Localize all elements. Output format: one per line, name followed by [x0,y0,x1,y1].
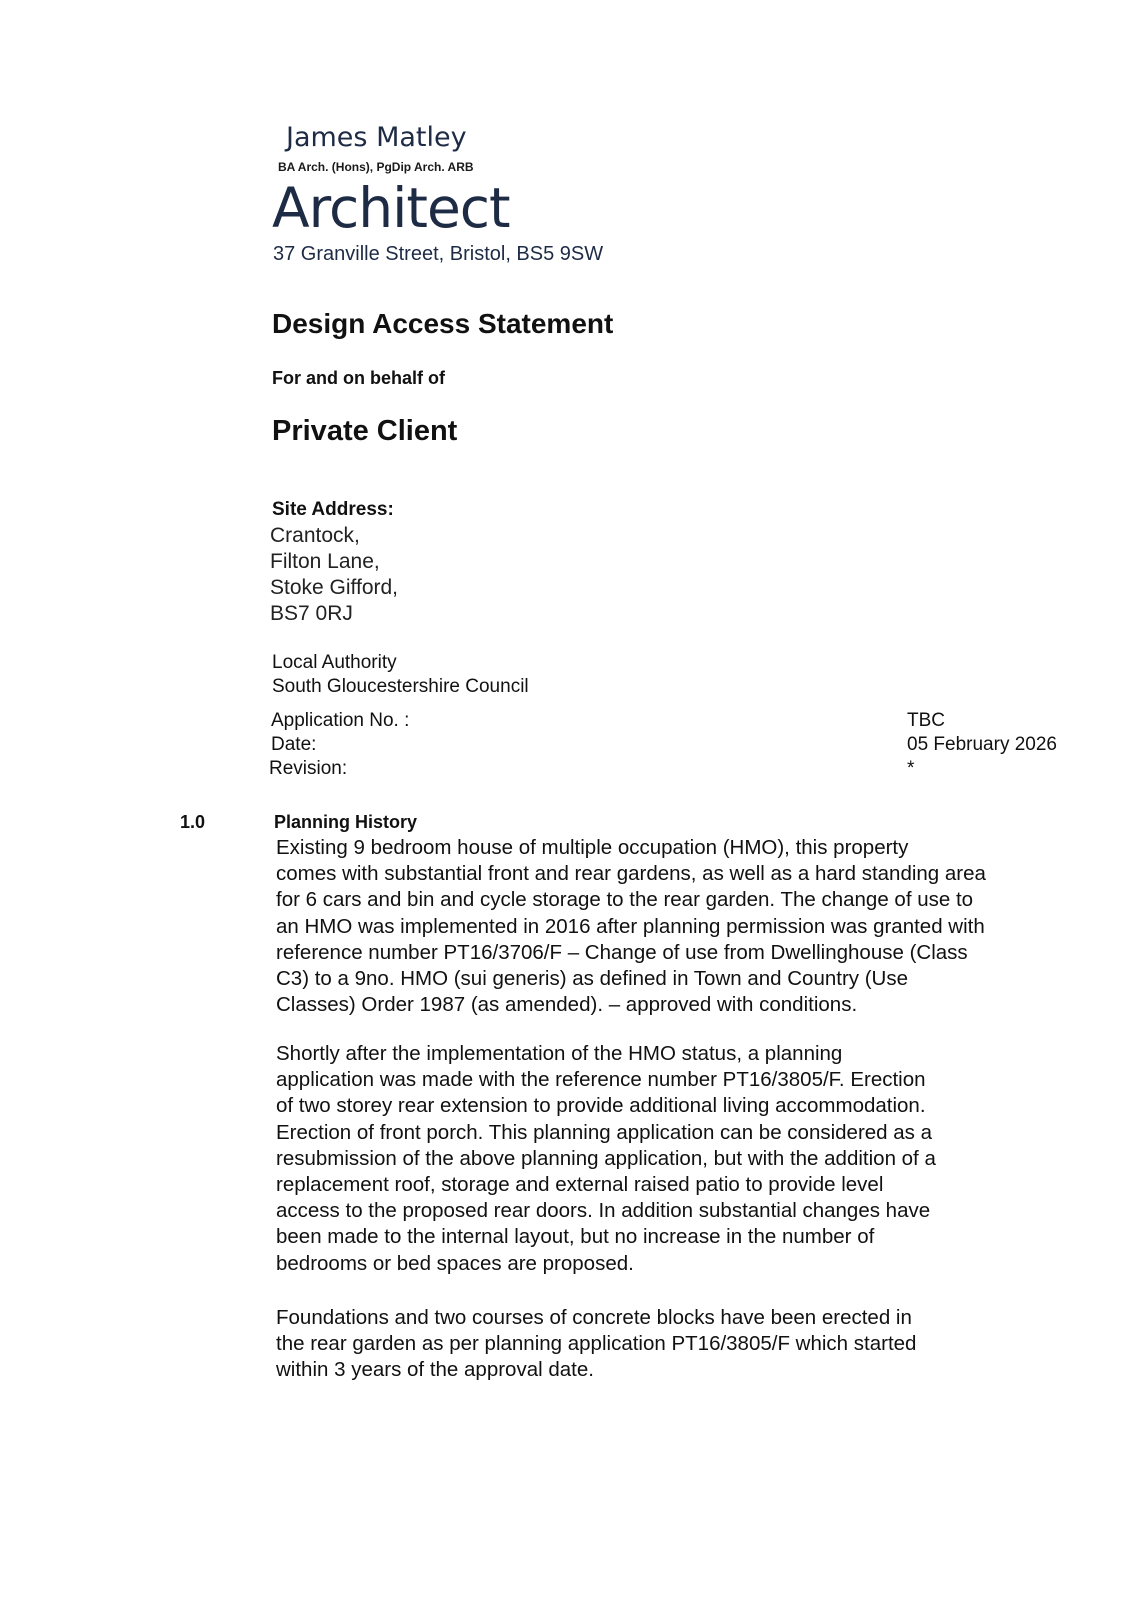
revision-label: Revision: [269,758,348,779]
date-value: 05 February 2026 [907,734,1057,755]
site-address-line: Stoke Gifford, [270,576,399,599]
paragraph-line: application was made with the reference number PT16/3805/F. Erection [276,1068,926,1092]
paragraph-line: been made to the internal layout, but no increase in the number of [276,1225,875,1249]
paragraph-2 [276,1041,936,1277]
paragraph-line: Existing 9 bedroom house of multiple occupation (HMO), this property [276,836,909,859]
profession-title: Architect [272,176,510,240]
application-number-label: Application No. : [271,710,410,731]
client-name: Private Client [272,415,458,447]
architect-address: 37 Granville Street, Bristol, BS5 9SW [273,243,604,265]
document-title: Design Access Statement [272,308,614,339]
paragraph-line: Classes) Order 1987 (as amended). – approved with conditions. [276,993,858,1017]
paragraph-3 [276,1305,916,1384]
site-address-line: BS7 0RJ [270,602,353,625]
paragraph-line: of two storey rear extension to provide additional living accommodation. [276,1094,926,1118]
paragraph-line: Erection of front porch. This planning application can be considered as a [276,1120,933,1144]
paragraph-line: within 3 years of the approval date. [276,1358,594,1382]
site-address-line: Crantock, [270,524,360,547]
revision-value: * [907,758,915,779]
paragraph-line: replacement roof, storage and external raised patio to provide level [276,1173,884,1197]
paragraph-line: access to the proposed rear doors. In addition substantial changes have [276,1199,931,1223]
paragraph-line: C3) to a 9no. HMO (sui generis) as defined in Town and Country (Use [276,967,909,991]
paragraph-line: comes with substantial front and rear gardens, as well as a hard standing area [276,862,986,886]
paragraph-line: for 6 cars and bin and cycle storage to the rear garden. The change of use to [276,888,974,912]
behalf-label: For and on behalf of [272,368,445,388]
paragraph-1 [276,835,986,1018]
paragraph-line: bedrooms or bed spaces are proposed. [276,1251,634,1275]
paragraph-line: the rear garden as per planning application PT16/3805/F which started [276,1332,917,1356]
site-address-line: Filton Lane, [270,550,380,573]
section-number: 1.0 [180,812,206,832]
paragraph-line: an HMO was implemented in 2016 after planning permission was granted with [276,914,985,938]
application-number-value: TBC [907,710,945,731]
paragraph-line: resubmission of the above planning application, but with the addition of a [276,1146,936,1170]
architect-name: James Matley [286,122,467,153]
paragraph-line: reference number PT16/3706/F – Change of use from Dwellinghouse (Class [276,940,968,964]
local-authority-label: Local Authority [272,652,397,673]
local-authority-name: South Gloucestershire Council [272,676,529,697]
qualifications: BA Arch. (Hons), PgDip Arch. ARB [278,160,474,174]
date-label: Date: [271,734,317,755]
paragraph-line: Foundations and two courses of concrete blocks have been erected in [276,1306,912,1329]
section-title: Planning History [274,812,418,832]
site-address-heading: Site Address: [272,499,394,520]
paragraph-line: Shortly after the implementation of the HMO status, a planning [276,1042,843,1065]
